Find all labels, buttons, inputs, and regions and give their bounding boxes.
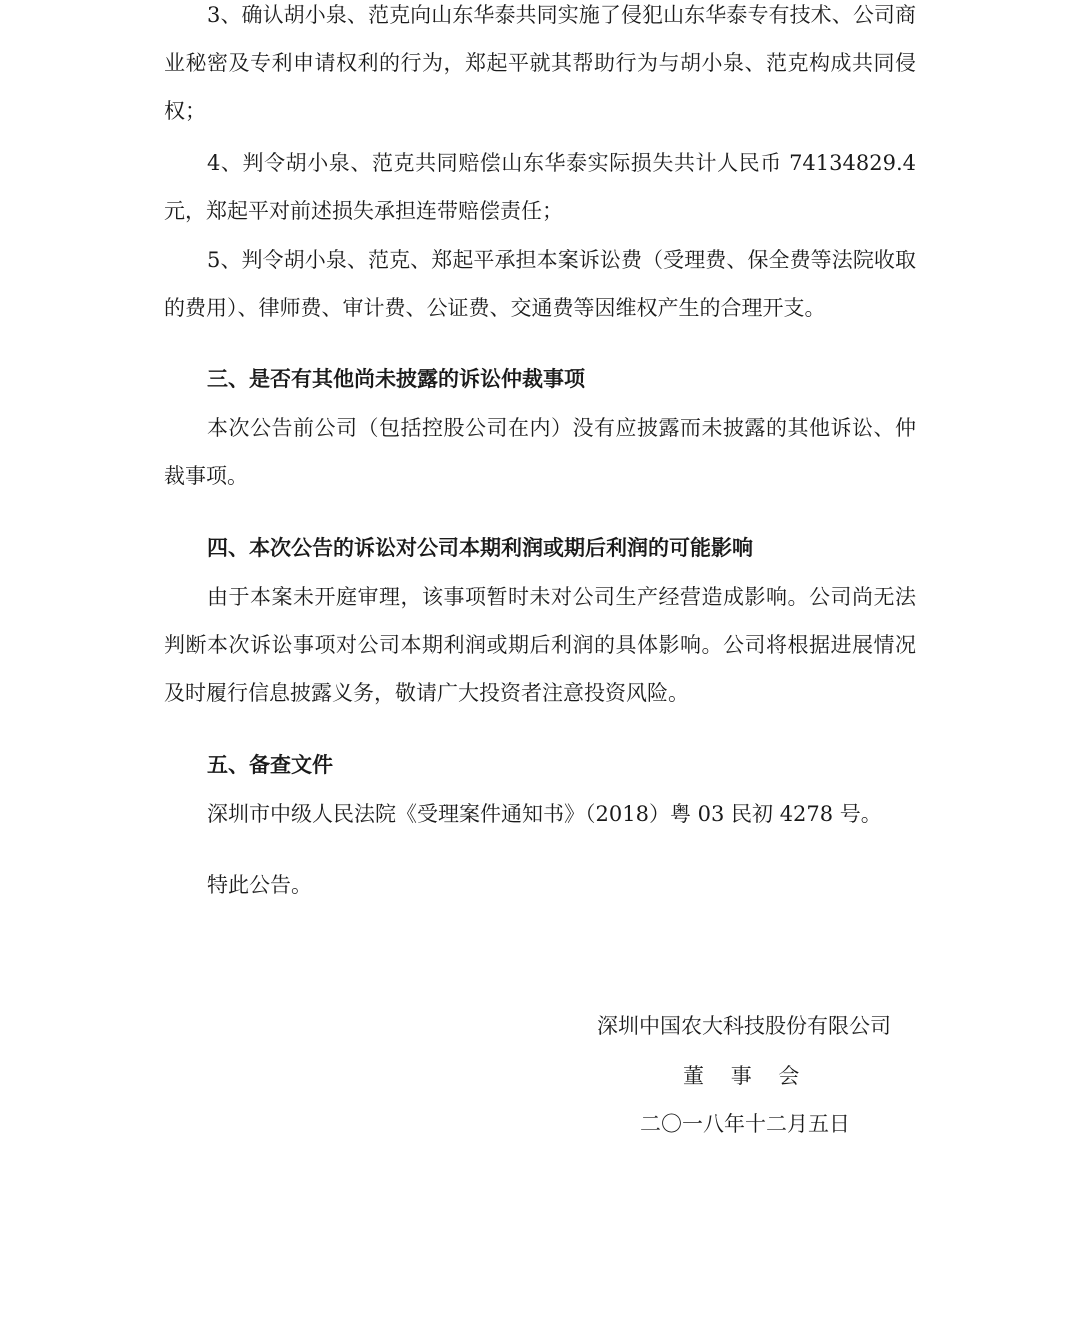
section-heading-5: 五、备查文件 xyxy=(207,752,333,777)
list-item-3: 3、确认胡小泉、范克向山东华泰共同实施了侵犯山东华泰专有技术、公司商业秘密及专利申请权利的行为，郑起平就其帮助行为与胡小泉、范克构成共同侵权； xyxy=(164,3,916,123)
list-item-4: 4、判令胡小泉、范克共同赔偿山东华泰实际损失共计人民币 74134829.4 元，郑起平对前述损失承担连带赔偿责任； xyxy=(164,151,916,223)
section-heading-3: 三、是否有其他尚未披露的诉讼仲裁事项 xyxy=(207,366,585,391)
signature-board: 董 事 会 xyxy=(683,1064,800,1088)
section-heading-4: 四、本次公告的诉讼对公司本期利润或期后利润的可能影响 xyxy=(207,535,753,560)
signature-company: 深圳中国农大科技股份有限公司 xyxy=(597,1014,891,1038)
signature-date: 二〇一八年十二月五日 xyxy=(640,1112,850,1136)
section-body-3: 本次公告前公司（包括控股公司在内）没有应披露而未披露的其他诉讼、仲裁事项。 xyxy=(164,416,916,488)
list-item-5: 5、判令胡小泉、范克、郑起平承担本案诉讼费（受理费、保全费等法院收取的费用）、律师费、审计费、公证费、交通费等因维权产生的合理开支。 xyxy=(164,248,916,320)
section-body-4: 由于本案未开庭审理，该事项暂时未对公司生产经营造成影响。公司尚无法判断本次诉讼事项对公司本期利润或期后利润的具体影响。公司将根据进展情况及时履行信息披露义务，敬请广大投资者注意投资风险。 xyxy=(164,585,916,705)
closing-text: 特此公告。 xyxy=(207,873,312,897)
section-body-5: 深圳市中级人民法院《受理案件通知书》（2018）粤 03 民初 4278 号。 xyxy=(207,802,882,826)
